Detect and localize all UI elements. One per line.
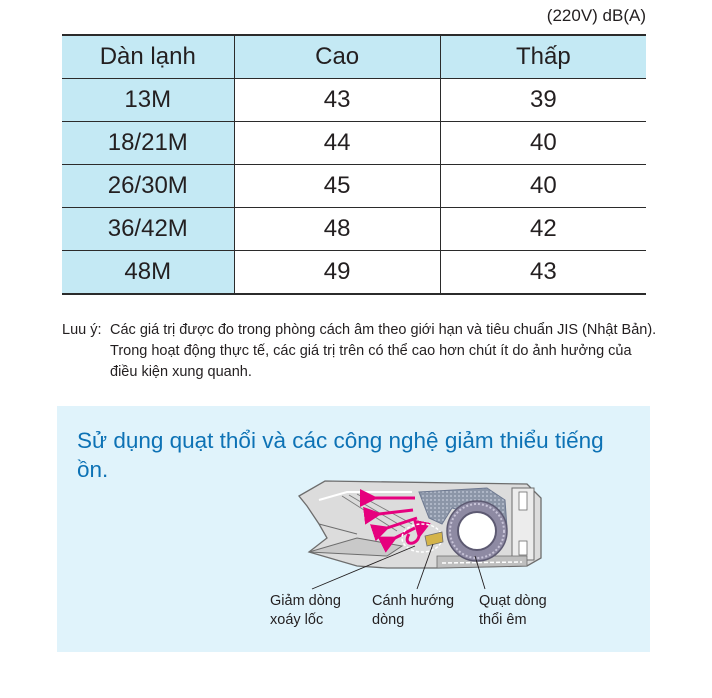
model-cell: 18/21M	[62, 122, 234, 165]
high-value-cell: 45	[234, 165, 440, 208]
column-header-indoor-unit: Dàn lạnh	[62, 35, 234, 79]
low-value-cell: 40	[440, 122, 646, 165]
note-prefix: Luu ý:	[62, 322, 102, 338]
high-value-cell: 49	[234, 251, 440, 295]
table-row	[62, 79, 646, 122]
high-value-cell: 48	[234, 208, 440, 251]
model-cell: 48M	[62, 251, 234, 295]
column-header-high: Cao	[234, 35, 440, 79]
low-value-cell: 40	[440, 165, 646, 208]
table-row	[62, 165, 646, 208]
technology-panel	[57, 406, 650, 652]
table-row	[62, 122, 646, 165]
measurement-note	[62, 320, 662, 383]
table-row	[62, 251, 646, 295]
low-value-cell: 43	[440, 251, 646, 295]
model-cell: 36/42M	[62, 208, 234, 251]
callout-guide-vane: Cánh hướng dòng	[372, 593, 455, 628]
cross-flow-fan	[447, 501, 507, 561]
model-cell: 13M	[62, 79, 234, 122]
high-value-cell: 43	[234, 79, 440, 122]
note-text: Các giá trị được đo trong phòng cách âm theo giới hạn và tiêu chuẩn JIS (Nhật Bản). Trong hoạt động thực tế, các giá trị trên có thể cao hơn chút ít do ảnh hưởng của điều kiện xung quanh.	[110, 322, 657, 380]
table-row	[62, 208, 646, 251]
column-header-low: Thấp	[440, 35, 646, 79]
unit-label: (220V) dB(A)	[546, 6, 646, 25]
model-cell: 26/30M	[62, 165, 234, 208]
panel-title: Sử dụng quạt thổi và các công nghệ giảm thiểu tiếng ồn.	[77, 428, 604, 482]
table-header-row	[62, 35, 646, 79]
callout-vortex-reduction: Giảm dòng xoáy lốc	[270, 593, 341, 628]
indoor-unit-cross-section-diagram	[57, 406, 650, 652]
callout-quiet-fan: Quạt dòng thổi êm	[479, 593, 547, 628]
noise-level-table	[62, 34, 646, 295]
low-value-cell: 39	[440, 79, 646, 122]
high-value-cell: 44	[234, 122, 440, 165]
low-value-cell: 42	[440, 208, 646, 251]
